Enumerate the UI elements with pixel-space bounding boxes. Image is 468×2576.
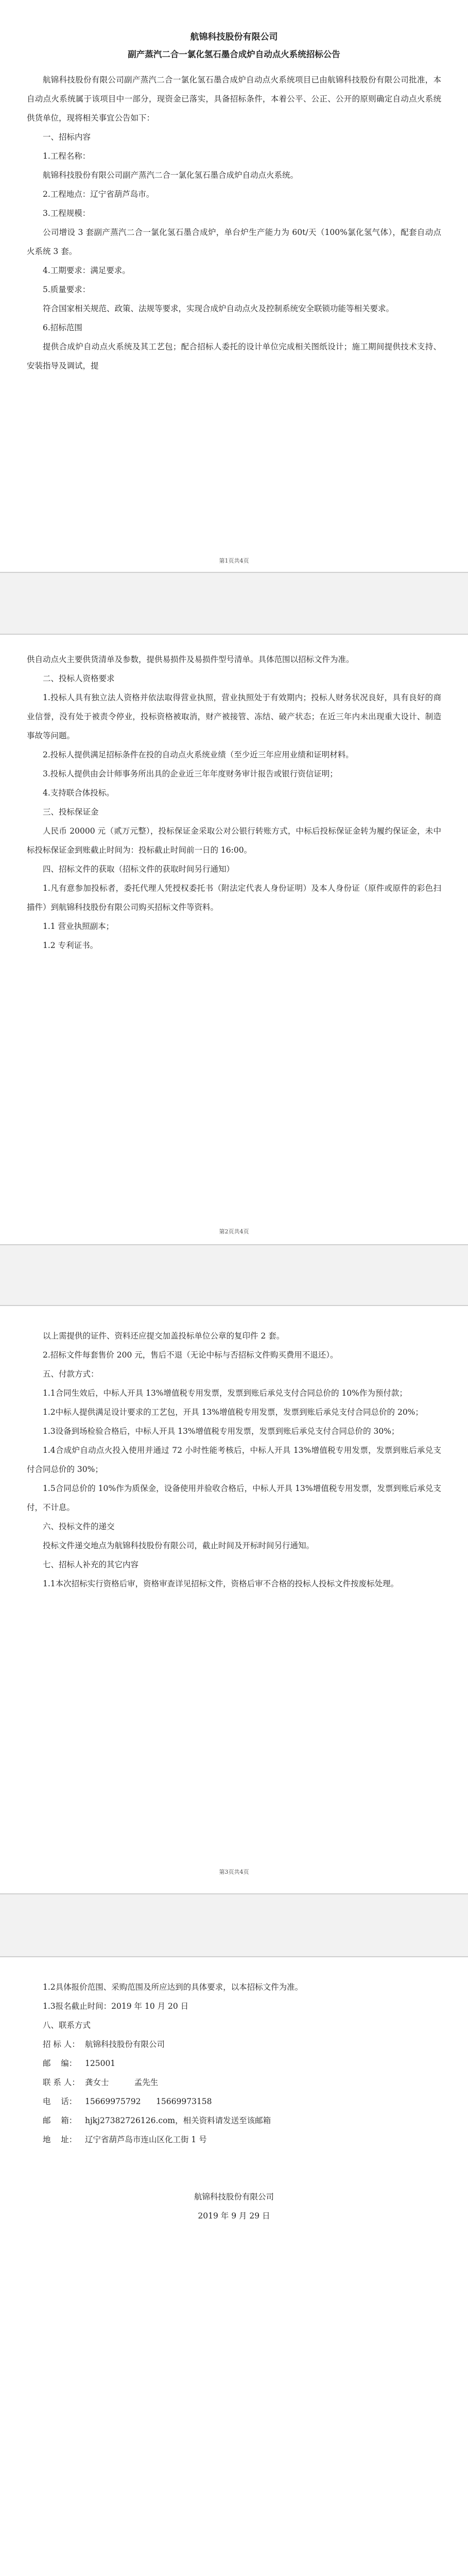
- contact-label: 邮 编：: [43, 2059, 77, 2068]
- paragraph: 1.3设备到场检验合格后，中标人开具 13%增值税专用发票，发票到账后承兑支付合同总价的 30%；: [43, 1427, 400, 1436]
- contact-label: 电 话：: [43, 2097, 77, 2106]
- document-page-3: [0, 1306, 468, 1893]
- paragraph: 1.2中标人提供满足设计要求的工艺包，开具 13%增值税专用发票，发票到账后承兑支付合同总价的 20%；: [43, 1408, 423, 1417]
- paragraph: 1.2 专利证书。: [43, 941, 98, 950]
- section-heading: 二、投标人资格要求: [43, 674, 115, 683]
- contact-row-contact-person: [27, 2073, 441, 2092]
- company-name-heading: 航锦科技股份有限公司: [190, 32, 278, 42]
- paragraph: 以上需提供的证件、资料还应提交加盖投标单位公章的复印件 2 套。: [43, 1331, 285, 1341]
- contact-row-address: [27, 2130, 441, 2149]
- paragraph: 2.投标人提供满足招标条件在投的自动点火系统业绩（至少近三年应用业绩和证明材料。: [43, 750, 354, 759]
- paragraph: 提供合成炉自动点火系统及其工艺包；配合招标人委托的设计单位完成相关图纸设计；施工期间提供技术支持、安装指导及调试，提: [27, 342, 441, 370]
- paragraph: 4.支持联合体投标。: [43, 788, 114, 798]
- section-heading: 三、投标保证金: [43, 807, 99, 817]
- paragraph: 1.凡有意参加投标者，委托代理人凭授权委托书（附法定代表人身份证明）及本人身份证（原件或原件的彩色扫描件）到航锦科技股份有限公司购买招标文件等资料。: [27, 884, 441, 912]
- page-separator: [0, 1244, 468, 1306]
- paragraph: 1.5合同总价的 10%作为质保金，设备使用并验收合格后，中标人开具 13%增值税专用发票，发票到账后承兑支付，不计息。: [27, 1484, 441, 1512]
- paragraph: 6.招标范围: [43, 323, 82, 332]
- contact-value: 航锦科技股份有限公司: [85, 2040, 165, 2049]
- contact-value: 龚女士 孟先生: [85, 2078, 159, 2087]
- page-separator: [0, 1893, 468, 1957]
- contact-list: [27, 2035, 441, 2149]
- page-number: 第1页共4页: [219, 557, 249, 564]
- contact-label: 招 标 人：: [43, 2040, 80, 2049]
- document-page-4: [0, 1957, 468, 2576]
- document-page-2: [0, 635, 468, 1244]
- paragraph: 1.工程名称：: [43, 151, 91, 161]
- paragraph: 航锦科技股份有限公司副产蒸汽二合一氯化氢石墨合成炉自动点火系统项目已由航锦科技股份有限公司批准，本自动点火系统属于该项目中一部分，现资金已落实，具备招标条件，本着公平、公正、公开的原则确定自动点火系统供货单位，现将相关事宜公告如下：: [27, 75, 441, 123]
- paragraph: 符合国家相关规范、政策、法规等要求，实现合成炉自动点火及控制系统安全联锁功能等相关要求。: [43, 304, 394, 313]
- paragraph: 3.工程规模：: [43, 209, 91, 218]
- signature-date: 2019 年 9 月 29 日: [198, 2211, 270, 2221]
- paragraph: 2.招标文件每套售价 200 元，售后不退（无论中标与否招标文件购买费用不退还）。: [43, 1350, 338, 1360]
- section-heading: 五、付款方式：: [43, 1369, 99, 1379]
- paragraph: 1.1 营业执照副本；: [43, 922, 114, 931]
- section-heading: 七、招标人补充的其它内容: [43, 1560, 139, 1569]
- paragraph: 公司增设 3 套副产蒸汽二合一氯化氢石墨合成炉，单台炉生产能力为 60t/天（100%氯化氢气体），配套自动点火系统 3 套。: [27, 228, 441, 256]
- paragraph: 1.4合成炉自动点火投入使用并通过 72 小时性能考核后，中标人开具 13%增值税专用发票，发票到账后承兑支付合同总价的 30%；: [27, 1446, 441, 1474]
- paragraph: 2.工程地点：辽宁省葫芦岛市。: [43, 190, 154, 199]
- contact-label: 联 系 人：: [43, 2078, 80, 2087]
- contact-row-postcode: [27, 2054, 441, 2073]
- section-heading: 六、投标文件的递交: [43, 1522, 115, 1531]
- document-page-1: [0, 0, 468, 572]
- paragraph: 1.3报名截止时间：2019 年 10 月 20 日: [43, 2002, 189, 2011]
- section-heading: 一、招标内容: [43, 132, 91, 142]
- signature-company: 航锦科技股份有限公司: [194, 2192, 274, 2201]
- paragraph: 1.1本次招标实行资格后审，资格审查详见招标文件，资格后审不合格的投标人投标文件按废标处理。: [43, 1579, 399, 1588]
- paragraph: 5.质量要求：: [43, 285, 91, 294]
- contact-label: 地 址：: [43, 2135, 77, 2144]
- paragraph: 投标文件递交地点为航锦科技股份有限公司，截止时间及开标时间另行通知。: [43, 1541, 315, 1550]
- paragraph: 1.2具体报价范围、采购范围及所应达到的具体要求，以本招标文件为准。: [43, 1982, 303, 1992]
- contact-row-phone: [27, 2092, 441, 2111]
- section-heading: 四、招标文件的获取（招标文件的获取时间另行通知）: [43, 865, 235, 874]
- paragraph: 1.投标人具有独立法人资格并依法取得营业执照，营业执照处于有效期内；投标人财务状况良好，具有良好的商业信誉，没有处于被责令停业，投标资格被取消，财产被接管、冻结、破产状态；在近三年内未出现重大设计、制造事故等问题。: [27, 693, 441, 740]
- contact-row-tenderer: [27, 2035, 441, 2054]
- page-number: 第2页共4页: [219, 1228, 249, 1235]
- paragraph: 供自动点火主要供货清单及参数，提供易损件及易损件型号清单。具体范围以招标文件为准。: [27, 655, 354, 664]
- contact-row-email: [27, 2111, 441, 2130]
- paragraph: 1.1合同生效后，中标人开具 13%增值税专用发票，发票到账后承兑支付合同总价的 10%作为预付款；: [43, 1388, 407, 1398]
- contact-label: 邮 箱：: [43, 2116, 77, 2125]
- paragraph: 4.工期要求：满足要求。: [43, 266, 130, 275]
- contact-value: 辽宁省葫芦岛市连山区化工街 1 号: [85, 2135, 207, 2144]
- paragraph: 人民币 20000 元（贰万元整），投标保证金采取公对公银行转账方式，中标后投标保证金转为履约保证金，未中标投标保证金到账截止时间为：投标截止时间前一日的 16:00。: [27, 826, 441, 855]
- page-separator: [0, 572, 468, 635]
- paragraph: 航锦科技股份有限公司副产蒸汽二合一氯化氢石墨合成炉自动点火系统。: [43, 171, 299, 180]
- section-heading: 八、联系方式: [43, 2021, 91, 2030]
- paragraph: 3.投标人提供由会计师事务所出具的企业近三年年度财务审计报告或银行资信证明；: [43, 769, 338, 778]
- contact-value: 125001: [85, 2059, 116, 2068]
- contact-value: hjkj27382726126.com，相关资料请发送至该邮箱: [85, 2116, 271, 2125]
- page-number: 第3页共4页: [219, 1869, 249, 1875]
- contact-value: 15669975792 15669973158: [85, 2097, 212, 2106]
- document-title: 副产蒸汽二合一氯化氢石墨合成炉自动点火系统招标公告: [128, 49, 340, 59]
